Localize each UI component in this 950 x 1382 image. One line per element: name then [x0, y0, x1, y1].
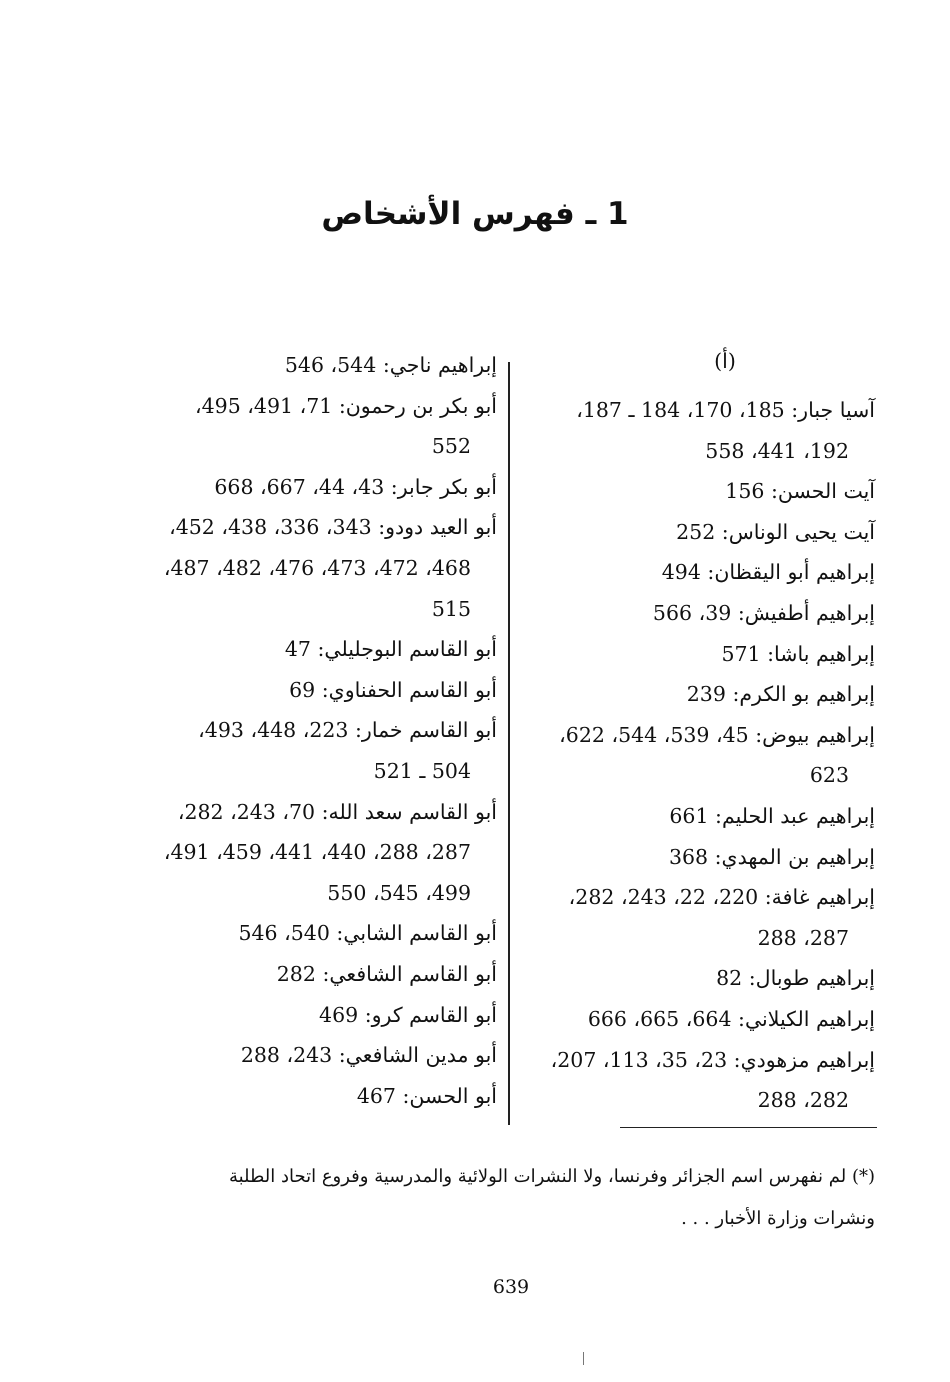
entry-pages: 571	[721, 641, 761, 666]
entry-name: إبراهيم مزهودي:	[733, 1047, 875, 1072]
index-entry-continuation	[142, 426, 497, 467]
footnote-rule	[620, 1127, 877, 1128]
index-entry-line	[515, 390, 875, 431]
entry-name: إبراهيم أطفيش:	[737, 600, 875, 625]
index-entry-line	[142, 345, 497, 386]
entry-pages: 23، 35، 113، 207،	[550, 1047, 728, 1072]
entry-pages: 540، 546	[238, 921, 330, 946]
entry-pages: 499، 545، 550	[327, 880, 471, 905]
index-entry	[515, 999, 875, 1040]
index-entry-line	[515, 958, 875, 999]
index-entry-continuation	[142, 589, 497, 630]
entry-name: آسيا جبار:	[791, 398, 875, 422]
index-entry-line	[142, 913, 497, 954]
entry-name: إبراهيم ناجي:	[382, 353, 497, 377]
index-entry-line	[515, 715, 875, 756]
section-letter: (أ)	[714, 349, 736, 373]
entry-name: أبو القاسم خمار:	[355, 718, 497, 743]
entry-name: إبراهيم الكيلاني:	[738, 1006, 875, 1031]
entry-pages: 494	[661, 560, 701, 585]
index-entry-line	[515, 674, 875, 715]
index-entry-continuation	[515, 918, 875, 959]
page-number: 639	[492, 1276, 530, 1298]
entry-pages: 43، 44، 667، 668	[214, 474, 385, 499]
entry-name: إبراهيم باشا:	[767, 641, 875, 666]
entry-name: أبو بكر جابر:	[390, 474, 497, 499]
index-entry	[515, 877, 875, 958]
index-entry	[142, 345, 497, 386]
index-entry-continuation	[515, 431, 875, 472]
entry-name: إبراهيم أبو اليقظان:	[707, 560, 875, 585]
entry-pages: 192، 441، 558	[705, 438, 849, 463]
entry-pages: 552	[431, 434, 471, 459]
index-entry	[142, 792, 497, 914]
entry-name: إبراهيم غافة:	[764, 885, 875, 910]
index-entry	[515, 512, 875, 553]
entry-name: آيت يحيى الوناس:	[721, 519, 875, 544]
entry-pages: 661	[669, 803, 709, 828]
index-entry	[142, 995, 497, 1036]
entry-pages: 623	[809, 763, 849, 788]
entry-pages: 515	[431, 596, 471, 621]
entry-pages: 252	[676, 519, 716, 544]
index-entry	[515, 390, 875, 471]
index-entry	[515, 715, 875, 796]
index-entry	[515, 837, 875, 878]
index-entry	[515, 1040, 875, 1121]
index-entry-line	[515, 634, 875, 675]
index-entry-line	[515, 837, 875, 878]
footnote-line: ونشرات وزارة الأخبار . . .	[681, 1208, 875, 1229]
entry-name: أبو مدين الشافعي:	[338, 1043, 497, 1068]
index-entry-line	[515, 593, 875, 634]
entry-pages: 468، 472، 473، 476، 482، 487،	[163, 555, 471, 580]
column-divider	[508, 362, 510, 1125]
scan-mark	[583, 1352, 584, 1365]
entry-pages: 469	[319, 1002, 359, 1027]
entry-name: أبو الحسن:	[402, 1083, 497, 1108]
index-entry-line	[515, 1040, 875, 1081]
index-entry-line	[142, 710, 497, 751]
index-entry-line	[515, 796, 875, 837]
index-entry-line	[142, 954, 497, 995]
index-entry-continuation	[142, 548, 497, 589]
index-entry	[142, 386, 497, 467]
entry-name: أبو القاسم سعد الله:	[321, 799, 497, 824]
index-entry	[142, 710, 497, 791]
index-entry	[142, 954, 497, 995]
entry-name: إبراهيم بو الكرم:	[732, 682, 875, 707]
entry-name: أبو العيد دودو:	[378, 515, 497, 540]
entry-pages: 223، 448، 493،	[198, 718, 349, 743]
entry-name: أبو القاسم الشابي:	[336, 921, 497, 946]
index-entry-line	[515, 552, 875, 593]
index-column-left	[142, 345, 497, 1116]
entry-pages: 69	[289, 677, 316, 702]
entry-name: أبو بكر بن رحمون:	[338, 393, 497, 418]
entry-pages: 287، 288، 440، 441، 459، 491،	[163, 840, 471, 865]
entry-pages: 156	[725, 479, 765, 504]
entry-pages: 287، 288	[757, 925, 849, 950]
index-entry-continuation	[515, 755, 875, 796]
index-entry-line	[142, 792, 497, 833]
entry-name: إبراهيم طوبال:	[748, 966, 875, 991]
entry-name: أبو القاسم كرو:	[364, 1002, 497, 1027]
entry-pages: 368	[668, 844, 709, 869]
index-entry	[142, 913, 497, 954]
entry-name: إبراهيم بن المهدي:	[714, 844, 875, 869]
entry-name: آيت الحسن:	[770, 479, 875, 504]
page-title: 1 ـ فهرس الأشخاص	[321, 196, 629, 232]
entry-pages: 504 ـ 521	[373, 758, 471, 783]
index-entry-continuation	[142, 751, 497, 792]
index-entry	[515, 552, 875, 593]
index-entry	[142, 507, 497, 629]
entry-pages: 220، 22، 243، 282،	[568, 885, 759, 910]
index-entry-line	[515, 877, 875, 918]
index-entry	[515, 674, 875, 715]
entry-name: أبو القاسم البوجليلي:	[317, 637, 497, 662]
entry-pages: 39، 566	[652, 600, 732, 625]
index-entry	[515, 593, 875, 634]
entry-pages: 70، 243، 282،	[177, 799, 316, 824]
index-entry-line	[142, 507, 497, 548]
entry-name: أبو القاسم الشافعي:	[322, 961, 497, 986]
index-entry-line	[515, 512, 875, 553]
index-entry	[515, 471, 875, 512]
footnote	[140, 1156, 875, 1240]
index-entry	[142, 1035, 497, 1076]
index-entry-line	[142, 995, 497, 1036]
entry-pages: 239	[686, 682, 726, 707]
entry-pages: 243، 288	[240, 1043, 333, 1068]
index-entry-line	[142, 386, 497, 427]
index-entry	[142, 1076, 497, 1117]
index-entry	[515, 796, 875, 837]
entry-pages: 71، 491، 495،	[195, 393, 333, 418]
index-entry-line	[515, 471, 875, 512]
entry-pages: 47	[284, 637, 311, 662]
entry-name: إبراهيم بيوض:	[755, 722, 875, 747]
footnote-line: (*) لم نفهرس اسم الجزائر وفرنسا، ولا النشرات الولائية والمدرسية وفروع اتحاد الطلبة	[228, 1166, 875, 1187]
entry-pages: 282	[276, 961, 316, 986]
index-entry-line	[515, 999, 875, 1040]
entry-pages: 343، 336، 438، 452،	[169, 515, 372, 540]
index-entry-line	[142, 1076, 497, 1117]
index-entry-line	[142, 670, 497, 711]
index-entry-line	[142, 629, 497, 670]
entry-pages: 544، 546	[284, 353, 377, 377]
entry-pages: 185، 170، 184 ـ 187،	[576, 398, 785, 422]
index-entry-line	[142, 467, 497, 508]
entry-name: إبراهيم عبد الحليم:	[715, 803, 875, 828]
entry-pages: 282، 288	[757, 1088, 849, 1113]
index-entry-continuation	[515, 1080, 875, 1121]
index-entry	[142, 629, 497, 670]
index-entry-continuation	[142, 873, 497, 914]
index-entry-line	[142, 1035, 497, 1076]
index-entry	[142, 670, 497, 711]
entry-pages: 467	[356, 1083, 396, 1108]
index-entry-continuation	[142, 832, 497, 873]
index-entry	[515, 958, 875, 999]
entry-name: أبو القاسم الحفناوي:	[321, 677, 497, 702]
entry-pages: 664، 665، 666	[587, 1006, 732, 1031]
index-entry	[515, 634, 875, 675]
index-column-right	[515, 345, 875, 1121]
entry-pages: 82	[716, 966, 743, 991]
index-entry	[142, 467, 497, 508]
entry-pages: 45، 539، 544، 622،	[559, 722, 749, 747]
